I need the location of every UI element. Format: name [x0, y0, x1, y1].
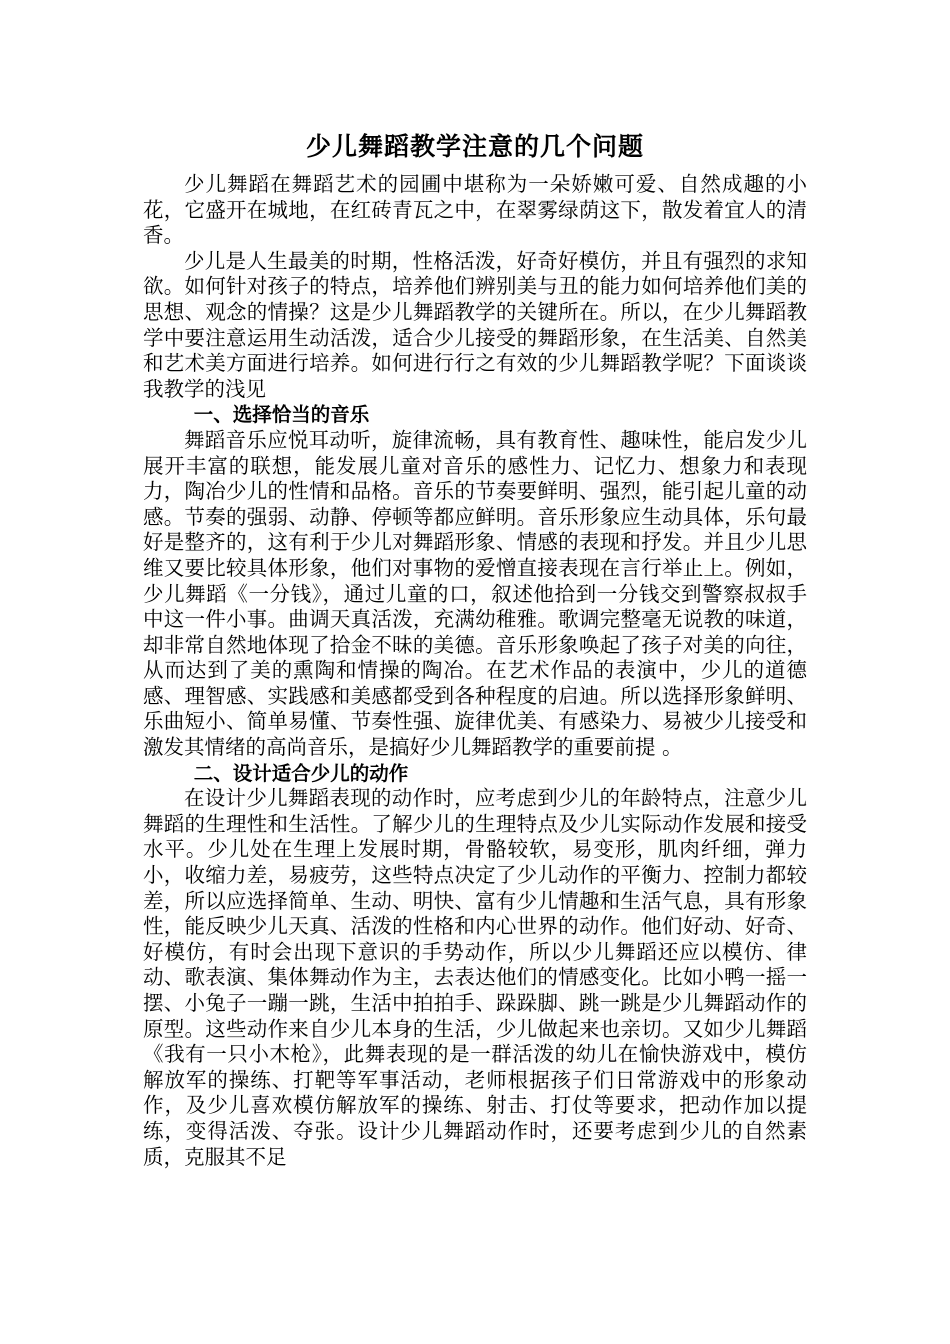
paragraph-background: 少儿是人生最美的时期，性格活泼，好奇好模仿，并且有强烈的求知欲。如何针对孩子的特点，培养他们辨别美与丑的能力如何培养他们美的思想、观念的情操？这是少儿舞蹈教学的关键所在。所以，在少儿舞蹈教学中要注意运用生动活泼，适合少儿接受的舞蹈形象，在生活美、自然美和艺术美方面进行培养。如何进行行之有效的少儿舞蹈教学呢？下面谈谈我教学的浅见	[143, 248, 807, 401]
section-text-music: 舞蹈音乐应悦耳动听，旋律流畅，具有教育性、趣味性，能启发少儿展开丰富的联想，能发展儿童对音乐的感性力、记忆力、想象力和表现力，陶冶少儿的性情和品格。音乐的节奏要鲜明、强烈，能引起儿童的动感。节奏的强弱、动静、停顿等都应鲜明。音乐形象应生动具体，乐句最好是整齐的，这有利于少儿对舞蹈形象、情感的表现和抒发。并且少儿思维又要比较具体形象，他们对事物的爱憎直接表现在言行举止上。例如，少儿舞蹈《一分钱》，通过儿童的口，叙述他拾到一分钱交到警察叔叔手中这一件小事。曲调天真活泼，充满幼稚雅。歌调完整毫无说教的味道，却非常自然地体现了拾金不昧的美德。音乐形象唤起了孩子对美的向往，从而达到了美的熏陶和情操的陶冶。在艺术作品的表演中，少儿的道德感、理智感、实践感和美感都受到各种程度的启迪。所以选择形象鲜明、乐曲短小、简单易懂、节奏性强、旋律优美、有感染力、易被少儿接受和激发其情绪的高尚音乐，是搞好少儿舞蹈教学的重要前提 。	[143, 427, 807, 760]
section-heading-music: 一、选择恰当的音乐	[193, 403, 370, 427]
section-text-movements: 在设计少儿舞蹈表现的动作时，应考虑到少儿的年龄特点，注意少儿舞蹈的生理性和生活性。了解少儿的生理特点及少儿实际动作发展和接受水平。少儿处在生理上发展时期，骨骼较软，易变形，肌肉纤细，弹力小，收缩力差，易疲劳，这些特点决定了少儿动作的平衡力、控制力都较差，所以应选择简单、生动、明快、富有少儿情趣和生活气息，具有形象性，能反映少儿天真、活泼的性格和内心世界的动作。他们好动、好奇、好模仿，有时会出现下意识的手势动作，所以少儿舞蹈还应以模仿、律动、歌表演、集体舞动作为主，去表达他们的情感变化。比如小鸭一摇一摆、小兔子一蹦一跳，生活中拍拍手、跺跺脚、跳一跳是少儿舞蹈动作的原型。这些动作来自少儿本身的生活，少儿做起来也亲切。又如少儿舞蹈《我有一只小木枪》，此舞表现的是一群活泼的幼儿在愉快游戏中，模仿解放军的操练、打靶等军事活动，老师根据孩子们日常游戏中的形象动作，及少儿喜欢模仿解放军的操练、射击、打仗等要求，把动作加以提练，变得活泼、夺张。设计少儿舞蹈动作时，还要考虑到少儿的自然素质，克服其不足	[143, 786, 807, 1169]
document-body	[143, 172, 807, 1170]
paragraph-intro: 少儿舞蹈在舞蹈艺术的园圃中堪称为一朵娇嫩可爱、自然成趣的小花，它盛开在城地，在红砖青瓦之中，在翠雾绿荫这下，散发着宜人的清香。	[143, 172, 807, 248]
section-heading-movements: 二、设计适合少儿的动作	[193, 761, 409, 785]
document-title: 少儿舞蹈教学注意的几个问题	[305, 132, 644, 161]
